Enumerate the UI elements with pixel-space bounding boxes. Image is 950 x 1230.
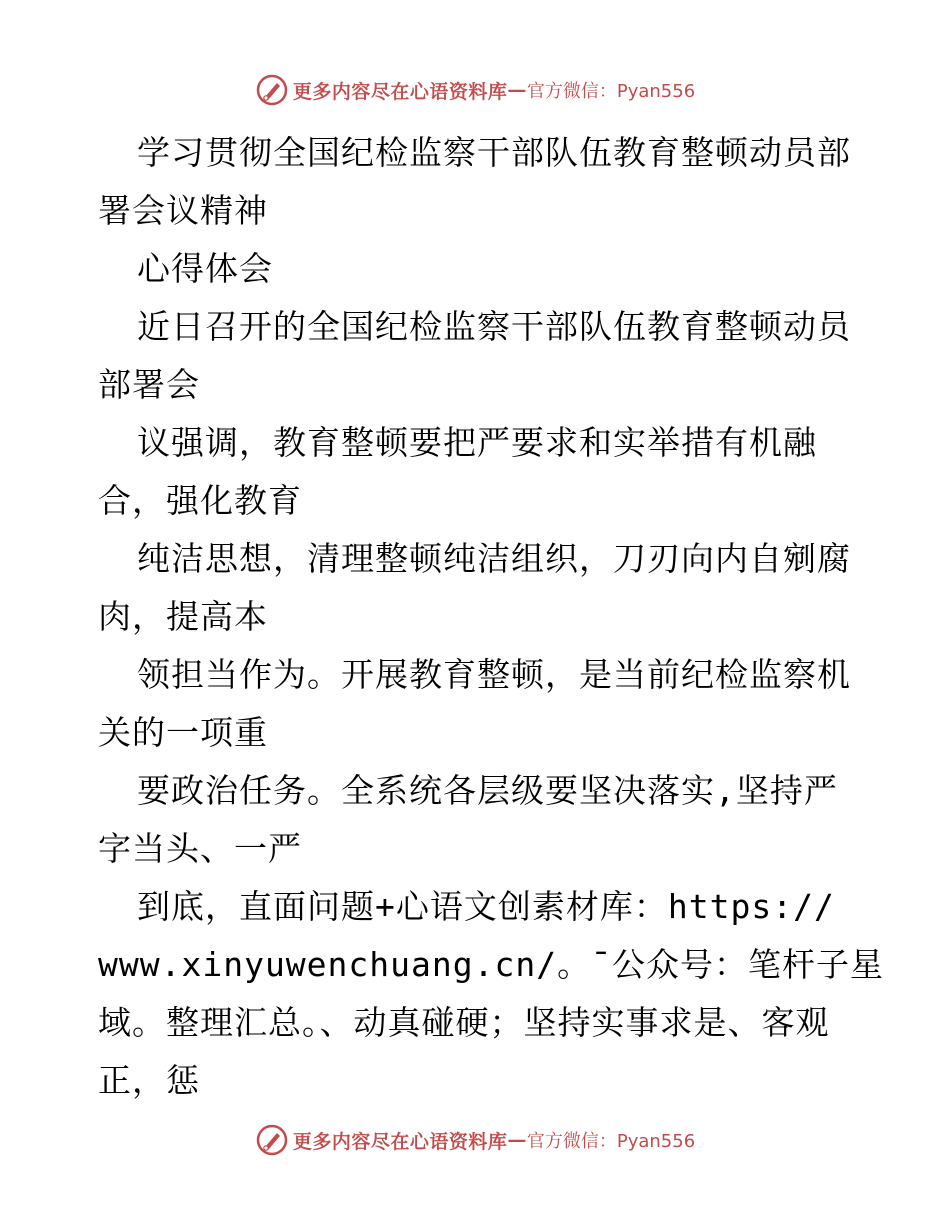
text-line: 关的一项重 [98, 713, 268, 752]
header-banner [0, 70, 950, 110]
text-line: 要政治任务。全系统各层级要坚决落实,坚持严 [137, 771, 838, 810]
text-line: 字当头、一严 [98, 829, 302, 868]
text-line: www.xinyuwenchuang.cn/。¯公众号：笔杆子星 [98, 945, 884, 984]
text-line: 到底，直面问题+心语文创素材库：https:// [137, 887, 835, 926]
footer-dash: — [507, 1129, 527, 1151]
pen-nib-circle-icon [255, 1123, 289, 1157]
text-line: 领担当作为。开展教育整顿，是当前纪检监察机 [137, 655, 851, 694]
footer-brand-text: 更多内容尽在心语资料库 [292, 1130, 508, 1153]
text-line: 部署会 [98, 365, 200, 404]
header-dash: — [507, 79, 527, 101]
header-wechat-text: 官方微信：Pyan556 [526, 81, 696, 102]
text-line: 近日召开的全国纪检监察干部队伍教育整顿动员 [137, 307, 851, 346]
text-line: 合，强化教育 [98, 481, 302, 520]
text-line: 署会议精神 [98, 191, 268, 230]
text-line: 议强调，教育整顿要把严要求和实举措有机融 [137, 423, 817, 462]
text-line: 学习贯彻全国纪检监察干部队伍教育整顿动员部 [137, 133, 851, 172]
document-body [98, 124, 884, 1110]
text-line: 纯洁思想，清理整顿纯洁组织，刀刃向内自剜腐 [137, 539, 851, 578]
footer-banner [0, 1120, 950, 1160]
text-line: 肉，提高本 [98, 597, 268, 636]
text-line: 心得体会 [137, 249, 273, 288]
header-brand-text: 更多内容尽在心语资料库 [292, 80, 508, 103]
footer-wechat-text: 官方微信：Pyan556 [526, 1131, 696, 1152]
pen-nib-circle-icon [255, 73, 289, 107]
text-line: 域。整理汇总。、动真碰硬；坚持实事求是、客观 [98, 1003, 830, 1042]
text-line: 正，惩 [98, 1061, 200, 1100]
